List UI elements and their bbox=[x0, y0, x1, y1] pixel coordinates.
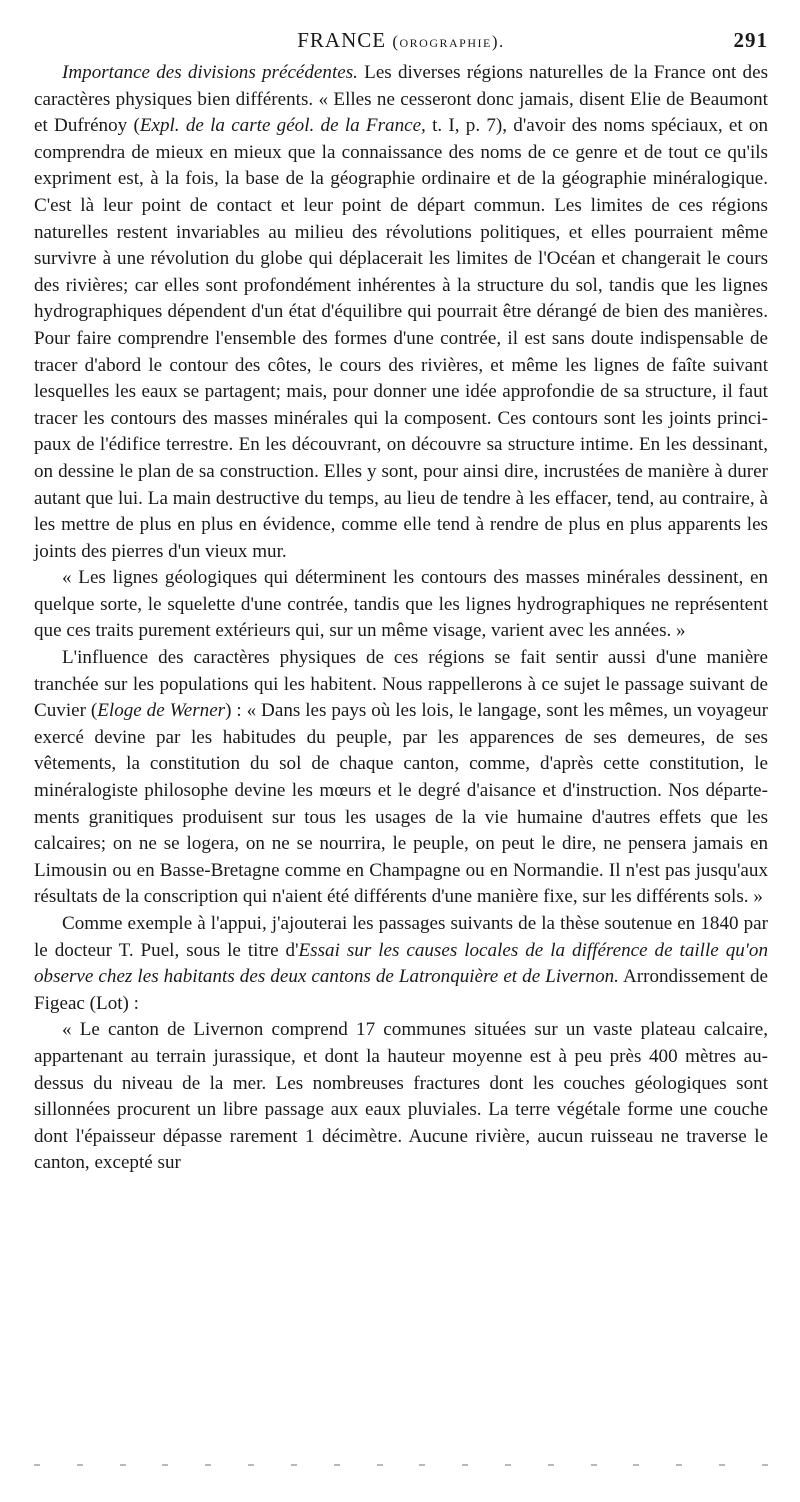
paragraph bbox=[34, 565, 768, 645]
text-run: L'influence des caractères physiques de ces régions se fait sentir aussi d'une manière tranchée sur les populations qui les habitent. Nous rappellerons à ce sujet le passage suivant de Cuvier ( bbox=[34, 647, 768, 722]
text-run: Comme exemple à l'appui, j'ajouterai les passages suivants de la thèse soutenue en 1840 par le docteur T. Puel, sous le titre d' bbox=[34, 913, 768, 961]
text-run: « Les lignes géologiques qui déterminent les contours des masses minérales dessinent, en quelque sorte, le squelette d'une contrée, tandis que les lignes hydrographiques ne représentent que ces traits purement extérieurs qui, sur un même visage, varient avec les années. » bbox=[34, 567, 768, 642]
running-title bbox=[34, 28, 768, 53]
italic-run: Importance des divisions précédentes. bbox=[62, 62, 358, 83]
running-title-main: FRANCE bbox=[297, 28, 387, 52]
italic-run: Essai sur les causes locales de la différence de taille qu'on observe chez les habitants des deux cantons de Latronquière et de Livernon. bbox=[34, 939, 768, 988]
text-run: t. I, p. 7), d'avoir des noms spéciaux, et on comprendra de mieux en mieux que la connaissance des noms de ce genre et de tout ce qu'ils expriment est, à la fois, la base de la géographie ordinaire et de la géographie minéralogique. C'est là leur point de contact et leur point de départ commun. Les limites de ces régions naturelles restent invariables au milieu des révolutions politiques, et elles pourraient même survivre à une révolution du globe qui déplacerait les limites de l'Océan et changerait le cours des rivières; car elles sont profondément inhérentes à la structure du sol, tandis que les lignes hydrographiques dépendent d'un état d'équilibre qui pourrait être dérangé de bien des manières. Pour faire comprendre l'ensemble des formes d'une contrée, il est sans doute indispensable de tracer d'abord le contour des côtes, le cours des rivières, et même les lignes de faîte suivant lesquelles les eaux se partagent; mais, pour donner une idée approfondie de sa structure, il faut tracer les contours des masses minérales qui la composent. Ces contours sont les joints principaux de l'édifice terrestre. En les découvrant, on découvre sa structure intime. En les dessinant, on dessine le plan de sa construction. Elles y sont, pour ainsi dire, incrustées de manière à durer autant que lui. La main destructive du temps, au lieu de tendre à les effacer, tend, au contraire, à les mettre de plus en plus en évidence, comme elle tend à rendre de plus en plus apparents les joints des pierres d'un vieux mur. bbox=[34, 115, 769, 562]
page-number: 291 bbox=[733, 28, 768, 52]
paragraph bbox=[34, 911, 768, 1017]
paragraph bbox=[34, 60, 768, 565]
text-run: Arrondissement de Figeac (Lot) : bbox=[34, 966, 768, 1014]
running-head bbox=[34, 28, 768, 60]
italic-run: Eloge de Werner bbox=[97, 700, 226, 722]
body-text bbox=[34, 60, 768, 1177]
text-run: ) : « Dans les pays où les lois, le langage, sont les mêmes, un voyageur exercé devine par les habitudes du peuple, par les apparences de ses demeures, de ses vêtements, la constitution du sol de chaque canton, comme, d'après cette constitution, le minéralogiste philosophe devine les mœurs et le degré d'aisance et d'instruction. Nos départements granitiques produisent sur tous les usages de la vie humaine d'autres effets que les calcaires; on ne se logera, on ne se nourrira, le peuple, on peut le dire, ne pensera jamais en Limousin ou en Basse-Bretagne comme en Champagne ou en Normandie. Il n'est pas jusqu'aux résultats de la conscription qui n'aient été différents d'une manière fixe, sur les différents sols. » bbox=[34, 700, 768, 908]
paragraph bbox=[34, 1017, 768, 1177]
bottom-scan-marks bbox=[34, 1464, 768, 1468]
running-title-suffix: (orographie). bbox=[392, 32, 505, 51]
paragraph bbox=[34, 645, 768, 911]
text-run: Les diverses régions naturelles de la France ont des caractères physiques bien différents. « Elles ne cesseront donc jamais, disent Elie de Beaumont et Dufrénoy ( bbox=[34, 62, 768, 137]
italic-run: Expl. de la carte géol. de la France, bbox=[139, 115, 426, 137]
text-run: « Le canton de Livernon comprend 17 communes situées sur un vaste plateau calcaire, appartenant au terrain jurassique, et dont la hauteur moyenne est à peu près 400 mètres au-dessus du niveau de la mer. Les nombreuses fractures dont les couches géologiques sont sillonnées procurent un libre passage aux eaux pluviales. La terre végétale forme une couche dont l'épaisseur dépasse rarement 1 décimètre. Aucune rivière, aucun ruisseau ne traverse le canton, excepté sur bbox=[34, 1019, 768, 1174]
page bbox=[34, 28, 768, 1468]
